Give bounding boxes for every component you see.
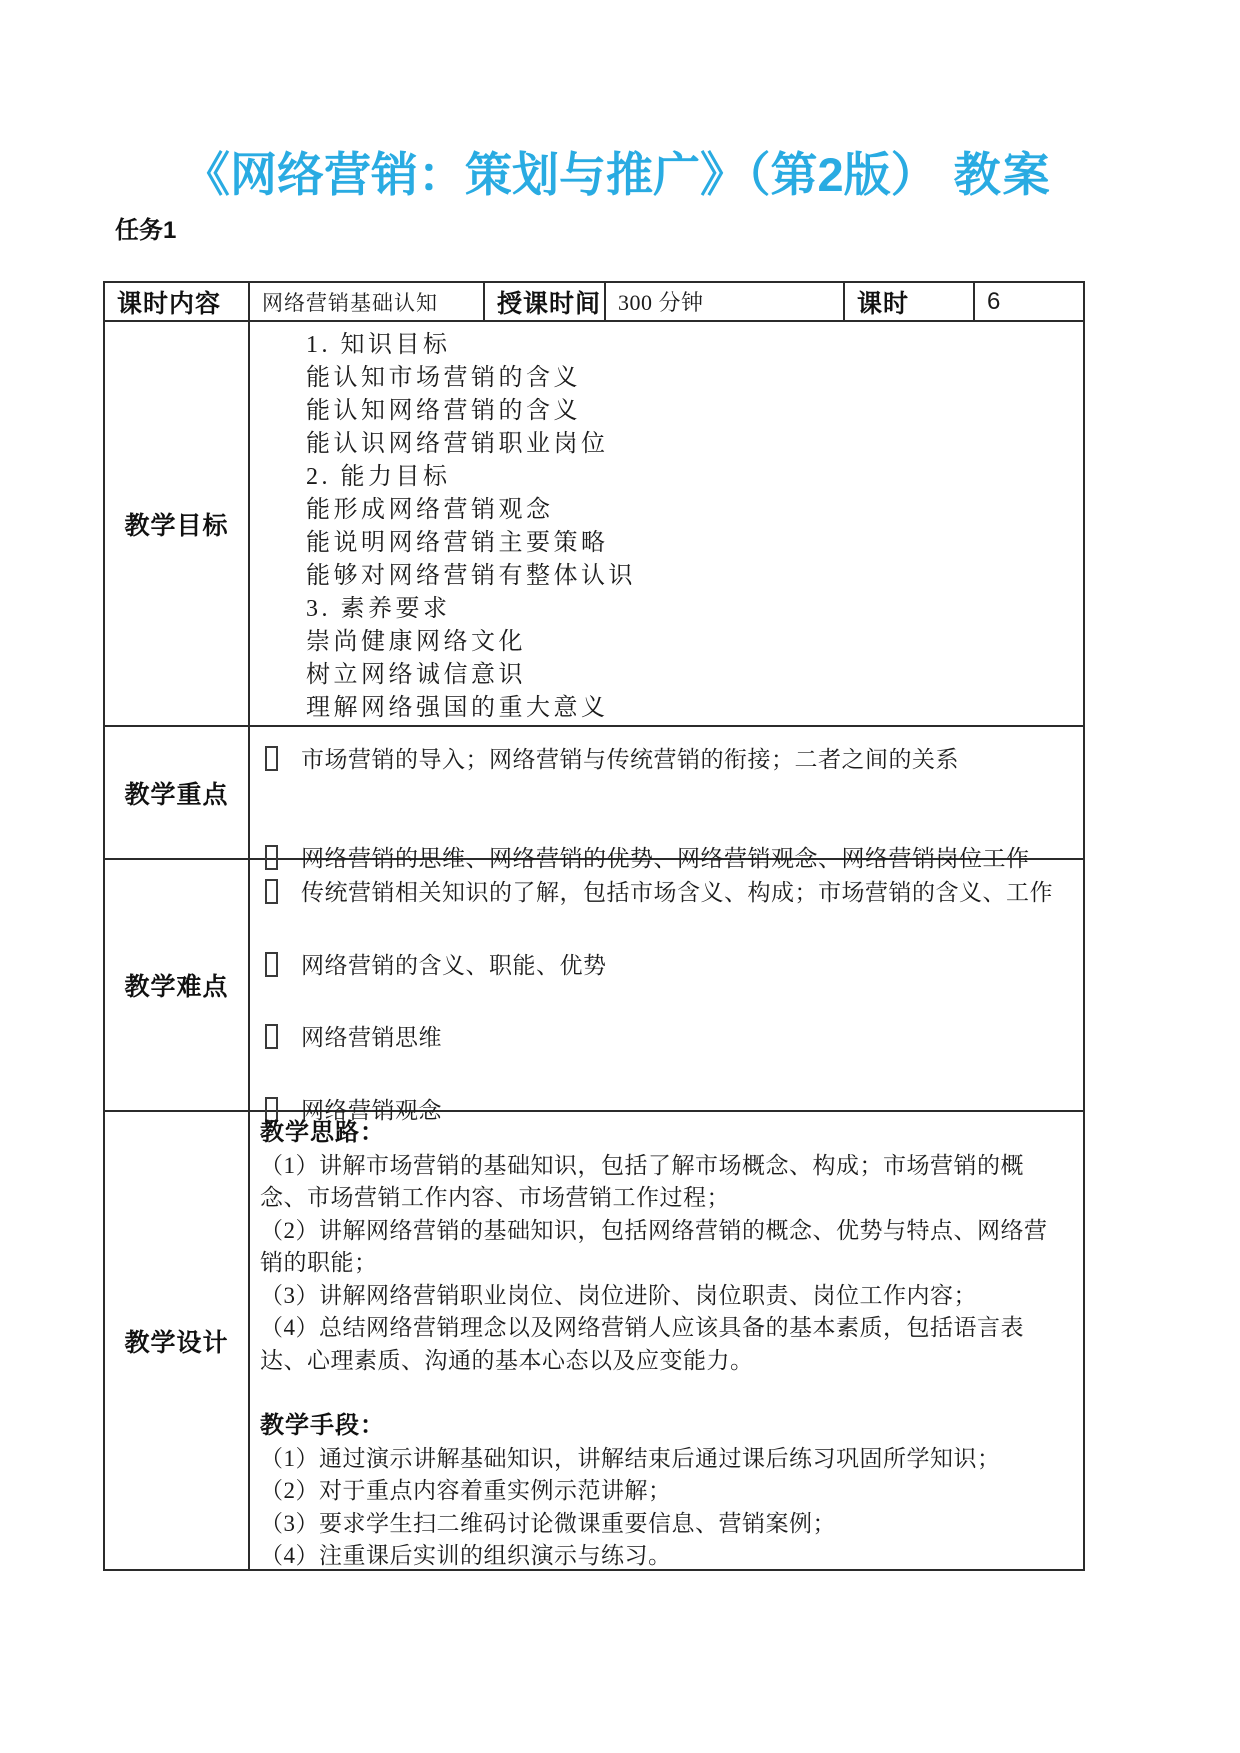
difficult-point-text: 网络营销思维: [301, 1025, 442, 1051]
document-title-main: 《网络营销：策划与推广》（第2版）: [183, 148, 938, 201]
difficult-point-text: 网络营销的含义、职能、优势: [301, 952, 607, 978]
teaching-methods-item: （2）对于重点内容着重实例示范讲解；: [260, 1478, 672, 1503]
objective-line: 1. 知识目标: [306, 332, 451, 358]
objective-line: 崇尚健康网络文化: [306, 629, 526, 655]
teaching-design-row: [105, 1110, 1083, 1569]
class-hours-value-cell: [975, 283, 1083, 320]
list-item: [265, 744, 1063, 776]
teaching-time-value-cell: [606, 283, 845, 320]
objective-line: 树立网络诚信意识: [306, 662, 526, 688]
objectives-lines: [250, 322, 1083, 725]
lesson-content-value: 网络营销基础认知: [262, 290, 438, 315]
teaching-approach-item: （4）总结网络营销理念以及网络营销人应该具备的基本素质，包括语言表达、心理素质、沟通的基本心态以及应变能力。: [260, 1315, 1024, 1373]
difficult-points-content: [250, 860, 1083, 1123]
objective-line: 能说明网络营销主要策略: [306, 530, 609, 556]
key-point-text: 网络营销的思维、网络营销的优势、网络营销观念、网络营销岗位工作: [301, 846, 1030, 871]
task-section-label: 任务1: [115, 217, 177, 244]
teaching-methods-item: （4）注重课后实训的组织演示与练习。: [260, 1543, 672, 1568]
teaching-approach-heading: 教学思路：: [260, 1119, 385, 1146]
lesson-content-label: 课时内容: [117, 289, 222, 318]
difficult-point-text: 传统营销相关知识的了解，包括市场含义、构成；市场营销的含义、工作: [301, 880, 1053, 905]
difficult-points-row: [105, 858, 1083, 1123]
class-hours-label-cell: [845, 283, 975, 320]
list-item: [265, 950, 1063, 982]
square-bullet-icon: [265, 746, 278, 771]
teaching-approach-section: [260, 1117, 1069, 1377]
objectives-label: 教学目标: [105, 322, 250, 725]
teaching-design-text: [250, 1112, 1083, 1573]
teaching-approach-item: （2）讲解网络营销的基础知识，包括网络营销的概念、优势与特点、网络营销的职能；: [260, 1217, 1048, 1275]
objective-line: 能形成网络营销观念: [306, 497, 554, 523]
key-points-label: 教学重点: [105, 727, 250, 858]
key-points-content: [250, 727, 1083, 871]
teaching-time-label: 授课时间: [497, 289, 602, 318]
info-row: [105, 283, 1083, 320]
teaching-time-label-cell: [485, 283, 606, 320]
teaching-time-value: 300 分钟: [618, 290, 704, 315]
teaching-approach-item: （3）讲解网络营销职业岗位、岗位进阶、岗位职责、岗位工作内容；: [260, 1282, 977, 1308]
teaching-approach-item: （1）讲解市场营销的基础知识，包括了解市场概念、构成；市场营销的概念、市场营销工作内容、市场营销工作过程；: [260, 1152, 1024, 1210]
objective-line: 理解网络强国的重大意义: [306, 695, 609, 721]
objective-line: 2. 能力目标: [306, 464, 451, 490]
document-title: [183, 146, 1052, 204]
key-point-text: 市场营销的导入；网络营销与传统营销的衔接；二者之间的关系: [301, 747, 959, 772]
lesson-plan-table: [103, 281, 1085, 1571]
document-title-suffix: 教案: [953, 148, 1052, 201]
objective-line: 能认识网络营销职业岗位: [306, 431, 609, 457]
objective-line: 能够对网络营销有整体认识: [306, 563, 636, 589]
objective-line: 能认知市场营销的含义: [306, 365, 581, 391]
teaching-design-label: 教学设计: [105, 1112, 250, 1569]
lesson-content-label-cell: [105, 283, 250, 320]
list-item: [265, 1022, 1063, 1054]
difficult-point-text: 网络营销观念: [301, 1097, 442, 1123]
difficult-points-label: 教学难点: [105, 860, 250, 1110]
class-hours-label: 课时: [857, 289, 910, 318]
teaching-methods-section: [260, 1410, 1069, 1573]
objective-line: 3. 素养要求: [306, 596, 451, 622]
square-bullet-icon: [265, 879, 278, 904]
lesson-content-value-cell: [250, 283, 485, 320]
objectives-row: [105, 320, 1083, 725]
square-bullet-icon: [265, 952, 278, 977]
class-hours-value: 6: [987, 287, 1001, 315]
list-item: [265, 877, 1063, 909]
teaching-methods-item: （3）要求学生扫二维码讨论微课重要信息、营销案例；: [260, 1510, 836, 1536]
teaching-methods-item: （1）通过演示讲解基础知识，讲解结束后通过课后练习巩固所学知识；: [260, 1445, 1001, 1471]
teaching-methods-heading: 教学手段：: [260, 1412, 385, 1439]
key-points-row: [105, 725, 1083, 871]
square-bullet-icon: [265, 1024, 278, 1049]
objectives-content: [250, 322, 1083, 725]
difficult-points-list: [250, 860, 1083, 1143]
objective-line: 能认知网络营销的含义: [306, 398, 581, 424]
teaching-design-content: [250, 1112, 1083, 1569]
